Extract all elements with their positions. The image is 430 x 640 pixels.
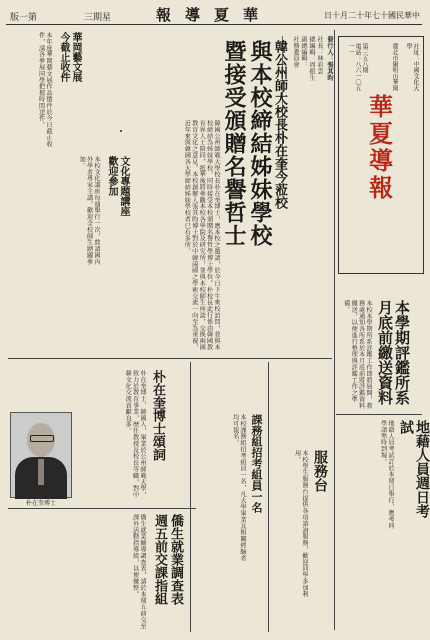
local-news-body: 地籍人員考試訂於本週日舉行，應考同學請準時到場。	[379, 420, 394, 529]
staff-line: 副總編輯：	[300, 36, 307, 68]
lead-headline-1: 與本校締結姊妹學校	[247, 40, 273, 247]
staff-line: 社長：林彩雲	[316, 36, 323, 75]
lead-body: 韓國公州師範大學校長朴在奎博士，應本校之邀請，於今日下午來校訪問，並與本校締結為姊妹學校，同時接受本校頒贈名譽哲學博士學位。朴校長此行係由韓國教育界人士陪同，抵華後將參觀本校各學院及研究所，並與本校師生座談，交換兩國教育文化之意見。本校創辦人張其昀博士對於中韓兩國之學術交流一向至為重視，近年來與韓國各大學締結姊妹學校者已有多所。	[183, 120, 220, 351]
section-divider	[8, 508, 196, 509]
bottom-body: 僑生就業輔導調查表，請於本週五前交至課外活動指導組，以便彙整。	[131, 514, 146, 630]
masthead-char: 夏	[369, 119, 393, 148]
recruit-headline: 課務組招考組員一名	[250, 414, 263, 513]
lead-kicker: 韓公州師大校長朴在奎今蒞校	[272, 40, 287, 209]
bottom-headline-1: 僑生就業調查表	[168, 514, 183, 605]
side-story-body: 本校本學期所系評鑑工作即將展開，教務處通知各所系於本月底前將評鑑資料繳送，以便進行整理與評鑑工作之準備。	[342, 300, 372, 409]
culture-subtitle: 歡迎參加	[106, 156, 117, 196]
header-strip	[6, 4, 422, 25]
masthead-title	[343, 93, 419, 203]
masthead-char: 華	[369, 92, 393, 121]
masthead-address-2: 臺北市陽明山華岡	[391, 43, 398, 91]
column-divider	[334, 30, 335, 630]
recruit-body: 本校課務組招考組員一名，凡大學畢業具相關經驗者均可報名。	[231, 414, 246, 562]
service-title: 服務台	[312, 450, 328, 492]
photo-caption: 朴在奎博士	[25, 500, 56, 507]
portrait-photo	[10, 412, 72, 498]
masthead-issue: 第三五八期	[361, 43, 368, 73]
lead-headline-2: 暨接受頒贈名譽哲士	[221, 40, 247, 247]
section-divider	[336, 414, 422, 415]
side-story-headline: 本學期評鑑所系月底前繳送資料	[376, 300, 411, 405]
masthead-char: 導	[369, 146, 393, 175]
date-label: 日十月二十年七十國民華中	[324, 11, 420, 20]
exhibition-subtitle: 今截止收件	[58, 32, 69, 82]
exhibition-body: 本年度華岡藝文展作品徵件於今日截止收件，請各參展同學把握時間送件。	[37, 32, 52, 148]
masthead-box	[338, 36, 424, 274]
masthead-address: 社址：中國文化大學	[405, 43, 419, 91]
masthead-phone: 電話：八六一〇五一一	[347, 43, 361, 91]
bottom-headline-2: 週五前交課指組	[152, 514, 167, 605]
profile-headline: 朴在奎博士頌詞	[150, 370, 165, 461]
masthead-small: 報導夏華	[156, 6, 273, 24]
culture-title: 文化專題講座	[118, 156, 129, 216]
culture-box-anchor	[120, 130, 122, 132]
service-body: 本校學生服務台提供各項諮詢服務，歡迎同學多加利用。	[293, 450, 308, 598]
masthead-char: 報	[369, 173, 393, 202]
column-divider	[268, 362, 269, 632]
culture-body: 本校文化講座每週舉行一次，敦請國內外學者專家主講，歡迎全校師生踴躍參加。	[78, 156, 100, 265]
section-divider	[8, 358, 332, 359]
edition-label: 版一第	[10, 13, 38, 23]
staff-title: 發行人：張其昀	[326, 36, 333, 81]
column-divider	[190, 362, 191, 632]
profile-body: 朴在奎博士，韓國人，畢業於公州師範大學，致力於教育事業，歷任教授及校長等職，對中韓文化交流貢獻良多。	[124, 370, 146, 498]
staff-line: 總編輯：周振生	[308, 36, 315, 81]
weekday-label: 三期星	[84, 13, 112, 23]
exhibition-title: 華岡藝文展	[70, 32, 81, 82]
staff-list	[282, 36, 337, 176]
local-news-headline: 地藉人員週日考試	[398, 420, 430, 518]
staff-line: 社務委員會	[292, 36, 299, 68]
